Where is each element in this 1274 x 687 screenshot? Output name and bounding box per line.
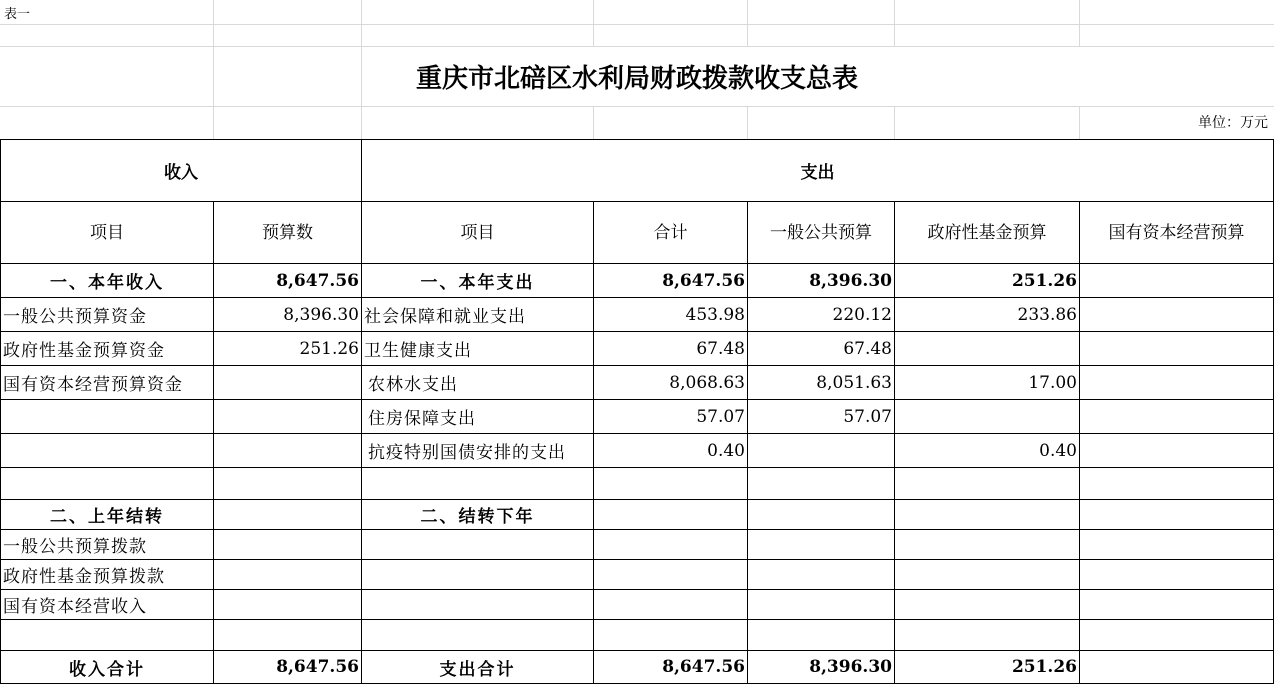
gridline — [747, 0, 748, 46]
general-public-value — [748, 434, 895, 468]
income-item: 一般公共预算拨款 — [1, 530, 214, 560]
income-item: 国有资本经营收入 — [1, 590, 214, 620]
table-row — [1, 332, 1274, 366]
income-item — [1, 434, 214, 468]
table-row-empty — [1, 468, 1274, 500]
header-row-2 — [1, 202, 1274, 264]
table-row — [1, 366, 1274, 400]
gridline — [894, 106, 895, 139]
gridline — [0, 106, 1274, 107]
income-amount — [214, 400, 362, 434]
general-public-value: 8,051.63 — [748, 366, 895, 400]
expense-header: 支出 — [362, 140, 1274, 202]
gridline — [894, 0, 895, 46]
income-item: 一般公共预算资金 — [1, 298, 214, 332]
income-item — [1, 400, 214, 434]
income-item-header: 项目 — [1, 202, 214, 264]
income-item: 二、上年结转 — [1, 500, 214, 530]
income-amount — [214, 434, 362, 468]
income-header: 收入 — [1, 140, 362, 202]
gov-fund-header: 政府性基金预算 — [895, 202, 1080, 264]
income-amount: 8,647.56 — [214, 264, 362, 298]
general-public-value: 8,396.30 — [748, 651, 895, 684]
income-total-label: 收入合计 — [1, 651, 214, 684]
income-amount — [214, 366, 362, 400]
income-item: 政府性基金预算资金 — [1, 332, 214, 366]
income-amount: 8,396.30 — [214, 298, 362, 332]
gridline — [0, 24, 1274, 25]
sheet-label: 表一 — [4, 6, 31, 21]
gridline — [1079, 106, 1080, 139]
expense-total: 8,068.63 — [594, 366, 748, 400]
expense-item: 农林水支出 — [362, 366, 594, 400]
general-public-value: 220.12 — [748, 298, 895, 332]
gridline — [747, 106, 748, 139]
table-row — [1, 264, 1274, 298]
gov-fund-value: 0.40 — [895, 434, 1080, 468]
expense-item: 一、本年支出 — [362, 264, 594, 298]
income-amount: 251.26 — [214, 332, 362, 366]
budget-table — [0, 139, 1274, 684]
income-item: 国有资本经营预算资金 — [1, 366, 214, 400]
state-capital-value — [1080, 366, 1274, 400]
expense-total-label: 支出合计 — [362, 651, 594, 684]
expense-total: 67.48 — [594, 332, 748, 366]
gov-fund-value: 251.26 — [895, 264, 1080, 298]
table-row — [1, 298, 1274, 332]
gov-fund-value: 251.26 — [895, 651, 1080, 684]
general-public-value: 8,396.30 — [748, 264, 895, 298]
general-public-value: 57.07 — [748, 400, 895, 434]
income-item: 一、本年收入 — [1, 264, 214, 298]
gov-fund-value — [895, 332, 1080, 366]
table-row — [1, 530, 1274, 560]
gov-fund-value: 17.00 — [895, 366, 1080, 400]
table-row-empty — [1, 620, 1274, 651]
header-row-1 — [1, 140, 1274, 202]
income-item: 政府性基金预算拨款 — [1, 560, 214, 590]
state-capital-value — [1080, 332, 1274, 366]
table-row — [1, 500, 1274, 530]
table-row — [1, 400, 1274, 434]
expense-item: 抗疫特别国债安排的支出 — [362, 434, 594, 468]
expense-item: 卫生健康支出 — [362, 332, 594, 366]
gov-fund-value: 233.86 — [895, 298, 1080, 332]
gridline — [593, 106, 594, 139]
unit-label: 单位：万元 — [1198, 115, 1268, 131]
expense-item: 社会保障和就业支出 — [362, 298, 594, 332]
budget-amount-header: 预算数 — [214, 202, 362, 264]
state-capital-header: 国有资本经营预算 — [1080, 202, 1274, 264]
page-title: 重庆市北碚区水利局财政拨款收支总表 — [415, 63, 858, 94]
expense-total: 8,647.56 — [594, 651, 748, 684]
gov-fund-value — [895, 400, 1080, 434]
gridline — [593, 0, 594, 46]
state-capital-value — [1080, 298, 1274, 332]
table-row — [1, 434, 1274, 468]
expense-total: 453.98 — [594, 298, 748, 332]
expense-total: 0.40 — [594, 434, 748, 468]
expense-item: 二、结转下年 — [362, 500, 594, 530]
state-capital-value — [1080, 651, 1274, 684]
general-public-header: 一般公共预算 — [748, 202, 895, 264]
expense-total: 8,647.56 — [594, 264, 748, 298]
gridline — [1079, 0, 1080, 46]
income-total-amount: 8,647.56 — [214, 651, 362, 684]
total-header: 合计 — [594, 202, 748, 264]
expense-item: 住房保障支出 — [362, 400, 594, 434]
state-capital-value — [1080, 434, 1274, 468]
table-row — [1, 590, 1274, 620]
total-row — [1, 651, 1274, 684]
state-capital-value — [1080, 400, 1274, 434]
expense-total: 57.07 — [594, 400, 748, 434]
expense-item-header: 项目 — [362, 202, 594, 264]
table-row — [1, 560, 1274, 590]
state-capital-value — [1080, 264, 1274, 298]
general-public-value: 67.48 — [748, 332, 895, 366]
